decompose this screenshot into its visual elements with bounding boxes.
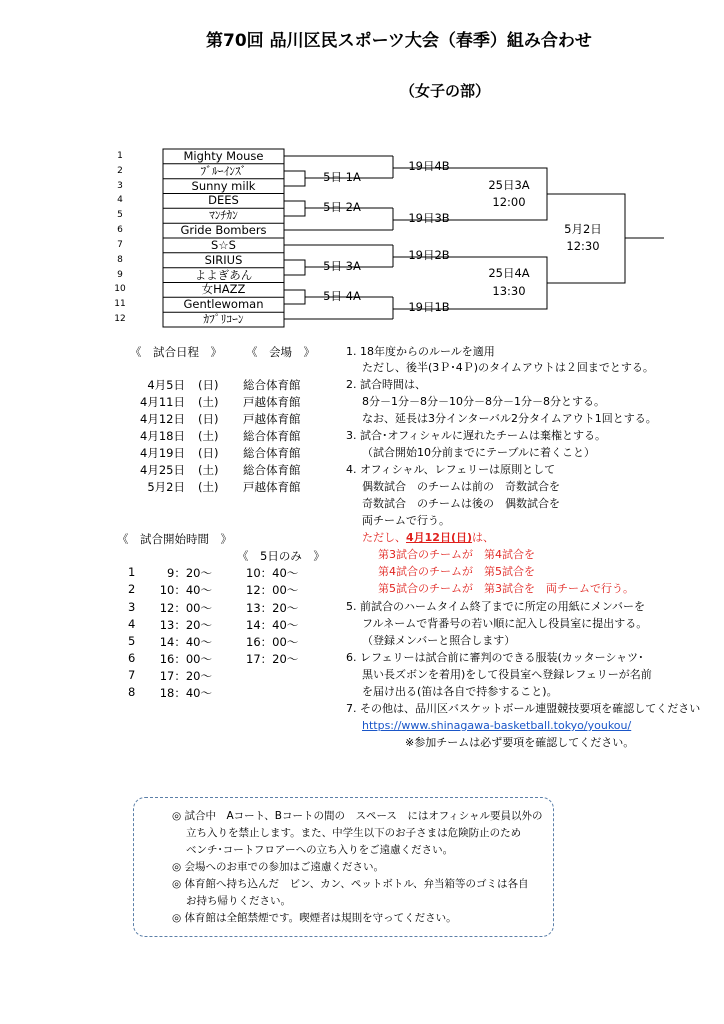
rule-1: 1. 18年度からのルールを適用 [346,345,495,358]
schedule-date: 5月2日 [147,480,185,494]
team-name: Gride Bombers [180,223,267,237]
rule-3: 3. 試合･オフィシャルに遅れたチームは棄権とする。 [346,429,607,442]
game-time-5th: 10：40～ [246,566,299,580]
rule-6-detail: 黒い長ズボンを着用)をして役員室へ登録レフェリーが名前 [362,668,652,681]
game-number: 2 [128,582,136,596]
game-time-5th: 13：20～ [246,601,299,615]
team-name: ｶﾌﾟﾘｺｰﾝ [203,312,244,326]
exception-date: 4月12日(日) [406,531,473,544]
game-number: 4 [128,617,136,631]
game-time: 10：40～ [159,583,212,597]
rule-4-exception-detail: 第4試合のチームが 第5試合を [378,565,535,578]
notice-line: ベンチ･コートフロアーへの立ち入りをご遠慮ください。 [186,844,454,856]
team-seed: 12 [114,314,126,324]
team-seed: 1 [117,151,123,161]
r2-label: 19日3B [408,211,450,225]
game-number: 3 [128,600,136,614]
schedule-date: 4月11日 [140,395,185,409]
schedule-dow: (土) [198,463,219,477]
team-seed: 11 [114,299,126,309]
final-day: 5月2日 [564,222,602,236]
final-bracket [613,194,625,283]
game-time: 14：40～ [159,635,212,649]
game-time: 16：00～ [159,652,212,666]
rule-4-exception-detail: 第3試合のチームが 第4試合を [378,548,535,561]
schedule-dow: (土) [198,395,219,409]
semi-bottom [464,257,547,309]
schedule-dow: (土) [198,480,219,494]
schedule-venue: 戸越体育館 [243,395,301,409]
team-name: Mighty Mouse [183,149,264,163]
semi-time: 13:30 [492,284,526,298]
team-name: 女HAZZ [201,282,246,296]
schedule-dow: (日) [198,446,219,460]
rule-5-detail: （登録メンバーと照合します） [362,634,516,647]
venue-heading: 《 会場 》 [246,345,315,359]
rule-4-exception-detail: 第5試合のチームが 第3試合を 両チームで行う。 [378,582,634,595]
page-title: 第70回 品川区民スポーツ大会（春季）組み合わせ [206,31,592,51]
rule-2-detail: 8分－1分－8分－10分－8分－1分－8分とする。 [362,395,605,408]
game-time-5th: 12：00～ [246,583,299,597]
semi-time: 12:00 [492,195,526,209]
game-number: 1 [128,565,136,579]
final-time: 12:30 [566,239,600,253]
r2-label: 19日2B [408,248,450,262]
team-name: よよぎあん [194,268,253,282]
r2-label: 19日1B [408,300,450,314]
r1-match-c [284,260,305,275]
r1-label: 5日 4A [323,289,361,303]
r2-label: 19日4B [408,159,450,173]
schedule-date: 4月5日 [147,378,185,392]
rule-4-exception [362,530,494,545]
schedule-heading: 《 試合日程 》 [130,345,222,359]
team-name: ﾌﾞﾙｰｲﾝｽﾞ [200,164,247,178]
team-name: S☆S [211,238,236,252]
schedule-venue: 総合体育館 [243,463,301,477]
rule-4-detail: 偶数試合 のチームは前の 奇数試合を [362,480,560,493]
team-seed: 5 [117,210,123,220]
team-seed: 4 [117,195,123,205]
rules-url-link[interactable]: https://www.shinagawa-basketball.tokyo/youkou/ [362,719,632,732]
rule-6: 6. レフェリーは試合前に審判のできる服装(カッターシャツ･ [346,651,644,664]
semi-day: 25日4A [488,266,530,280]
notice-line: ◎ 体育館へ持ち込んだ ビン、カン、ペットボトル、弁当箱等のゴミは各自 [172,878,529,890]
game-number: 5 [128,634,136,648]
notice-line: 立ち入りを禁止します。また、中学生以下のお子さまは危険防止のため [186,827,522,839]
r1-match-a [284,171,305,186]
team-seed: 10 [114,284,126,294]
schedule-venue: 総合体育館 [243,429,301,443]
notice-line: ◎ 試合中 Aコート、Bコートの間の スペース にはオフィシャル要員以外の [172,810,543,822]
team-seed: 3 [117,181,123,191]
game-time: 18：40～ [159,686,212,700]
team-name: SIRIUS [204,253,243,267]
game-time-5th: 14：40～ [246,618,299,632]
r1-label: 5日 2A [323,200,361,214]
r1-label: 5日 1A [323,170,361,184]
game-number: 8 [128,685,136,699]
schedule-dow: (日) [198,412,219,426]
team-seed: 8 [117,255,123,265]
rule-4-exception-prefix: ただし、 [362,531,406,544]
start-times-5th-heading: 《 5日のみ 》 [237,549,325,563]
game-number: 6 [128,651,136,665]
rule-2-detail: なお、延長は3分インターバル2分タイムアウト1回とする。 [362,412,657,425]
game-time: 12：00～ [159,601,212,615]
schedule-venue: 総合体育館 [243,378,301,392]
team-seed: 7 [117,240,123,250]
semi-top [464,168,547,220]
r1-match-b [284,201,305,216]
schedule-dow: (土) [198,429,219,443]
game-time: 9：20～ [167,566,212,580]
schedule-date: 4月25日 [140,463,185,477]
schedule-venue: 戸越体育館 [243,480,301,494]
page-subtitle: （女子の部） [400,82,491,100]
rule-6-detail: を届け出る(笛は各自で持参すること)。 [362,685,558,698]
rule-3-detail: （試合開始10分前までにテーブルに着くこと） [362,446,596,459]
team-seed: 6 [117,225,123,235]
tournament-bracket [0,0,724,330]
schedule-dow: (日) [198,378,219,392]
notice-line: お持ち帰りください。 [186,895,291,907]
team-seed: 2 [117,166,123,176]
notice-line: ◎ 会場へのお車での参加はご遠慮ください。 [172,861,384,873]
rule-4: 4. オフィシャル、レフェリーは原則として [346,463,556,476]
team-name: DEES [208,193,239,207]
rule-2: 2. 試合時間は、 [346,378,426,391]
rule-4-exception-suffix: は、 [472,531,495,544]
schedule-date: 4月12日 [140,412,185,426]
rule-1-detail: ただし、後半(3Ｐ･4Ｐ)のタイムアウトは２回までとする。 [362,361,654,374]
rule-4-detail: 奇数試合 のチームは後の 偶数試合を [362,497,560,510]
r1-match-d [284,290,305,304]
team-seed: 9 [117,270,123,280]
schedule-date: 4月19日 [140,446,185,460]
schedule-date: 4月18日 [140,429,185,443]
game-time-5th: 17：20～ [246,652,299,666]
semi-day: 25日3A [488,178,530,192]
game-time: 13：20～ [159,618,212,632]
rule-7-note: ※参加チームは必ず要項を確認してください。 [405,736,635,749]
team-name: Gentlewoman [183,297,264,311]
game-number: 7 [128,668,136,682]
rule-5-detail: フルネームで背番号の若い順に記入し役員室に提出する。 [362,617,648,630]
rule-7: 7. その他は、品川区バスケットボール連盟競技要項を確認してください [346,702,701,715]
team-name: Sunny milk [191,179,256,193]
team-name: ﾏﾝﾁｶﾝ [209,208,238,222]
schedule-venue: 総合体育館 [243,446,301,460]
rule-4-detail: 両チームで行う。 [362,514,450,527]
rule-5: 5. 前試合のハームタイム終了までに所定の用紙にメンバーを [346,600,645,613]
game-time: 17：20～ [159,669,212,683]
start-times-heading: 《 試合開始時間 》 [117,532,232,546]
schedule-venue: 戸越体育館 [243,412,301,426]
r1-label: 5日 3A [323,259,361,273]
game-time-5th: 16：00～ [246,635,299,649]
notice-line: ◎ 体育館は全館禁煙です。喫煙者は規則を守ってください。 [172,912,457,924]
